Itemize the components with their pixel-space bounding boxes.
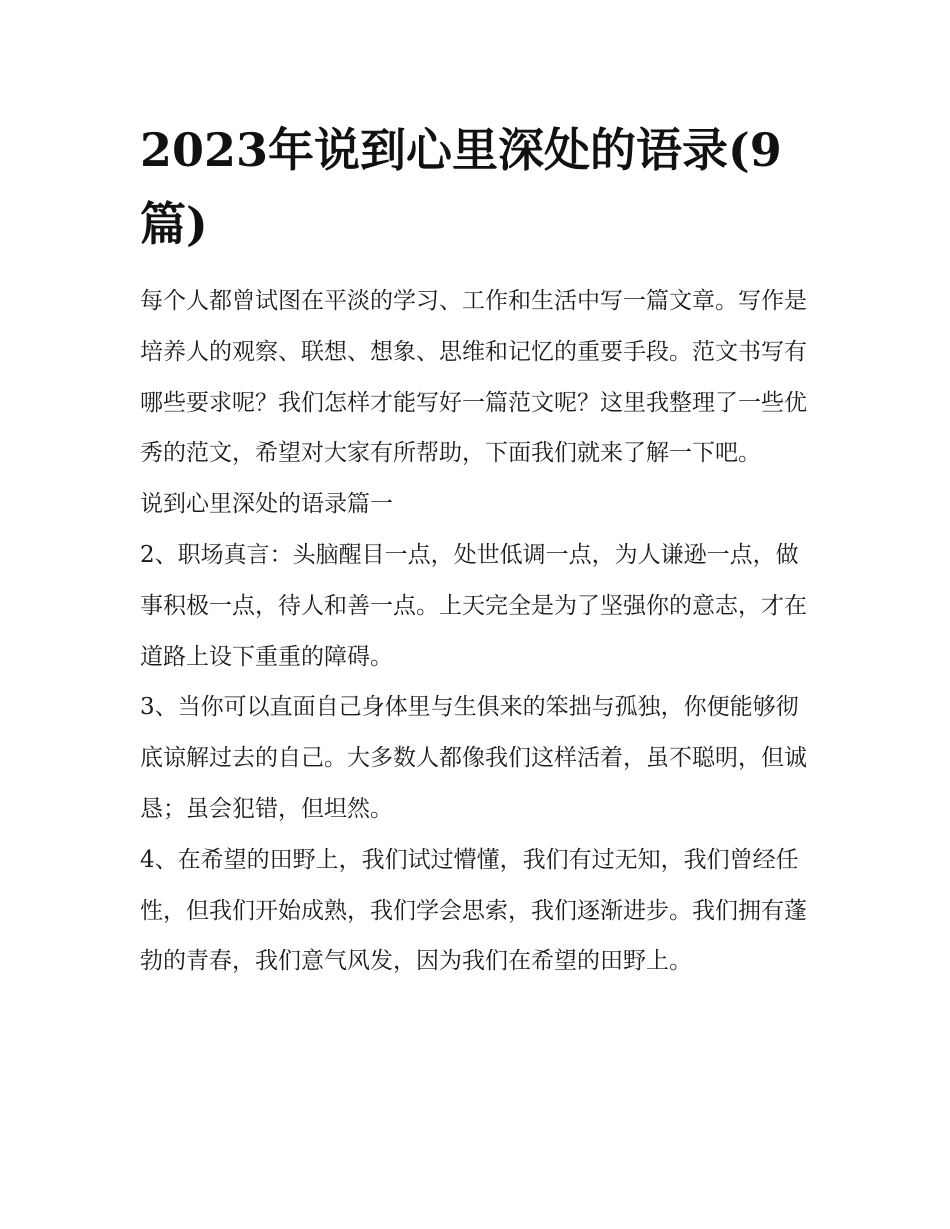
section-heading: 说到心里深处的语录篇一 xyxy=(140,491,393,518)
document-body xyxy=(140,276,816,987)
quote-paragraph-2: 2、职场真言：头脑醒目一点，处世低调一点，为人谦逊一点，做事积极一点，待人和善一点。上天完全是为了坚强你的意志，才在道路上设下重重的障碍。 xyxy=(140,541,807,670)
quote-paragraph-4: 4、在希望的田野上，我们试过懵懂，我们有过无知，我们曾经任性，但我们开始成熟，我们学会思索，我们逐渐进步。我们拥有蓬勃的青春，我们意气风发，因为我们在希望的田野上。 xyxy=(140,846,807,975)
document-title: 2023年说到心里深处的语录(9篇) xyxy=(140,123,782,251)
intro-paragraph: 每个人都曾试图在平淡的学习、工作和生活中写一篇文章。写作是培养人的观察、联想、想象、思维和记忆的重要手段。范文书写有哪些要求呢？我们怎样才能写好一篇范文呢？这里我整理了一些优秀的范文，希望对大家有所帮助，下面我们就来了解一下吧。 xyxy=(140,288,807,467)
quote-paragraph-3: 3、当你可以直面自己身体里与生俱来的笨拙与孤独，你便能够彻底谅解过去的自己。大多数人都像我们这样活着，虽不聪明，但诚恳；虽会犯错，但坦然。 xyxy=(140,694,807,822)
